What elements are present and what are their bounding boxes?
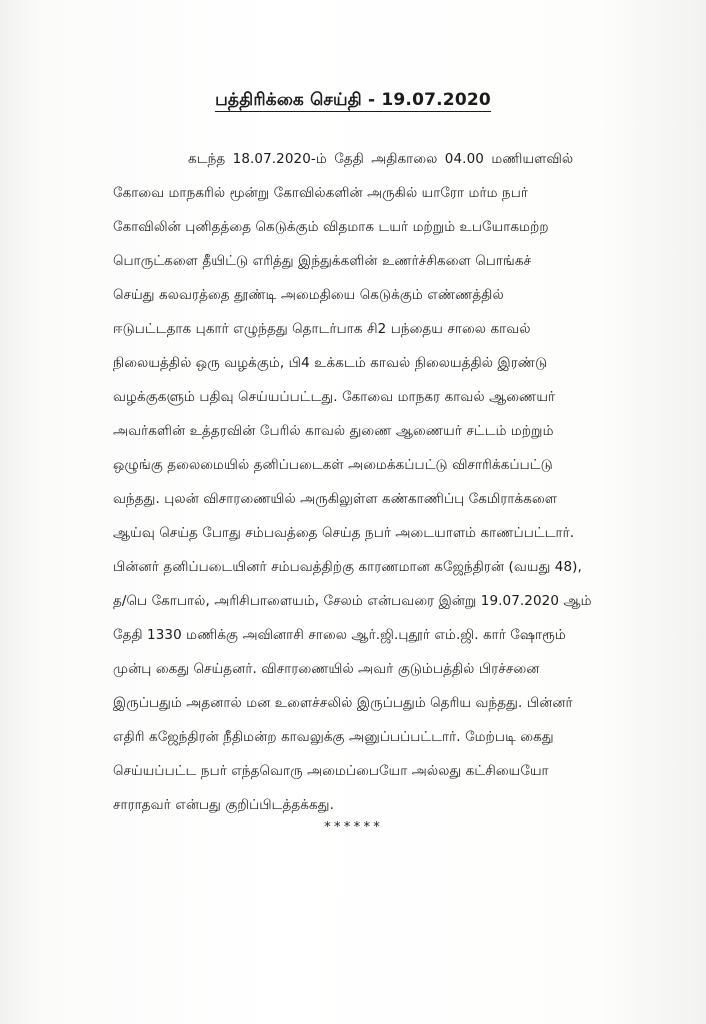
body-line-4: பொருட்களை தீயிட்டு எரித்து இந்துக்களின் உணர்ச்சிகளை பொங்கச்: [113, 253, 532, 269]
body-line-20: சாராதவர் என்பது குறிப்பிடத்தக்கது.: [113, 797, 334, 813]
body-line-13: பின்னர் தனிப்படையினர் சம்பவத்திற்கு காரணமான கஜேந்திரன் (வயது 48),: [113, 559, 582, 575]
body-line-3: கோவிலின் புனிதத்தை கெடுக்கும் விதமாக டயர் மற்றும் உபயோகமற்ற: [113, 219, 549, 235]
body-line-6: ஈடுபட்டதாக புகார் எழுந்தது தொடர்பாக சி2 பந்தைய சாலை காவல்: [113, 321, 531, 337]
body-line-19: செய்யப்பட்ட நபர் எந்தவொரு அமைப்பையோ அல்லது கட்சியையோ: [113, 763, 549, 779]
body-line-10: ஒழுங்கு தலைமையில் தனிப்படைகள் அமைக்கப்பட்டு விசாரிக்கப்பட்டு: [113, 457, 553, 473]
body-line-7: நிலையத்தில் ஒரு வழக்கும், பி4 உக்கடம் காவல் நிலையத்தில் இரண்டு: [113, 355, 548, 371]
page-title-text: பத்திரிக்கை செய்தி - 19.07.2020: [215, 90, 491, 110]
body-line-17: இருப்பதும் அதனால் மன உளைச்சலில் இருப்பதும் தெரிய வந்தது. பின்னர்: [113, 695, 573, 711]
end-mark: ******: [323, 820, 383, 835]
body-line-15: தேதி 1330 மணிக்கு அவினாசி சாலை ஆர்.ஜி.புதூர் எம்.ஜி. கார் ஷோரூம்: [113, 627, 566, 643]
page-title: [0, 90, 706, 112]
body-line-1: கடந்த 18.07.2020-ம் தேதி அதிகாலை 04.00 மணியளவில்: [188, 151, 574, 167]
body-line-5: செய்து கலவரத்தை தூண்டி அமைதியை கெடுக்கும் எண்ணத்தில்: [113, 287, 504, 303]
body-line-2: கோவை மாநகரில் மூன்று கோவில்களின் அருகில் யாரோ மர்ம நபர்: [113, 185, 529, 201]
body-line-12: ஆய்வு செய்த போது சம்பவத்தை செய்த நபர் அடையாளம் காணப்பட்டார்.: [113, 525, 575, 541]
body-line-9: அவர்களின் உத்தரவின் பேரில் காவல் துணை ஆணையர் சட்டம் மற்றும்: [113, 423, 554, 439]
body-line-8: வழக்குகளும் பதிவு செய்யப்பட்டது. கோவை மாநகர காவல் ஆணையர்: [113, 389, 556, 405]
body-line-16: முன்பு கைது செய்தனர். விசாரணையில் அவர் குடும்பத்தில் பிரச்சனை: [113, 661, 540, 677]
body-line-18: எதிரி கஜேந்திரன் நீதிமன்ற காவலுக்கு அனுப்பப்பட்டார். மேற்படி கைது: [113, 729, 554, 745]
body-line-14: த/பெ கோபால், அரிசிபாளையம், சேலம் என்பவரை இன்று 19.07.2020 ஆம்: [113, 593, 592, 609]
body-line-11: வந்தது. புலன் விசாரணையில் அருகிலுள்ள கண்காணிப்பு கேமிராக்களை: [113, 491, 558, 507]
